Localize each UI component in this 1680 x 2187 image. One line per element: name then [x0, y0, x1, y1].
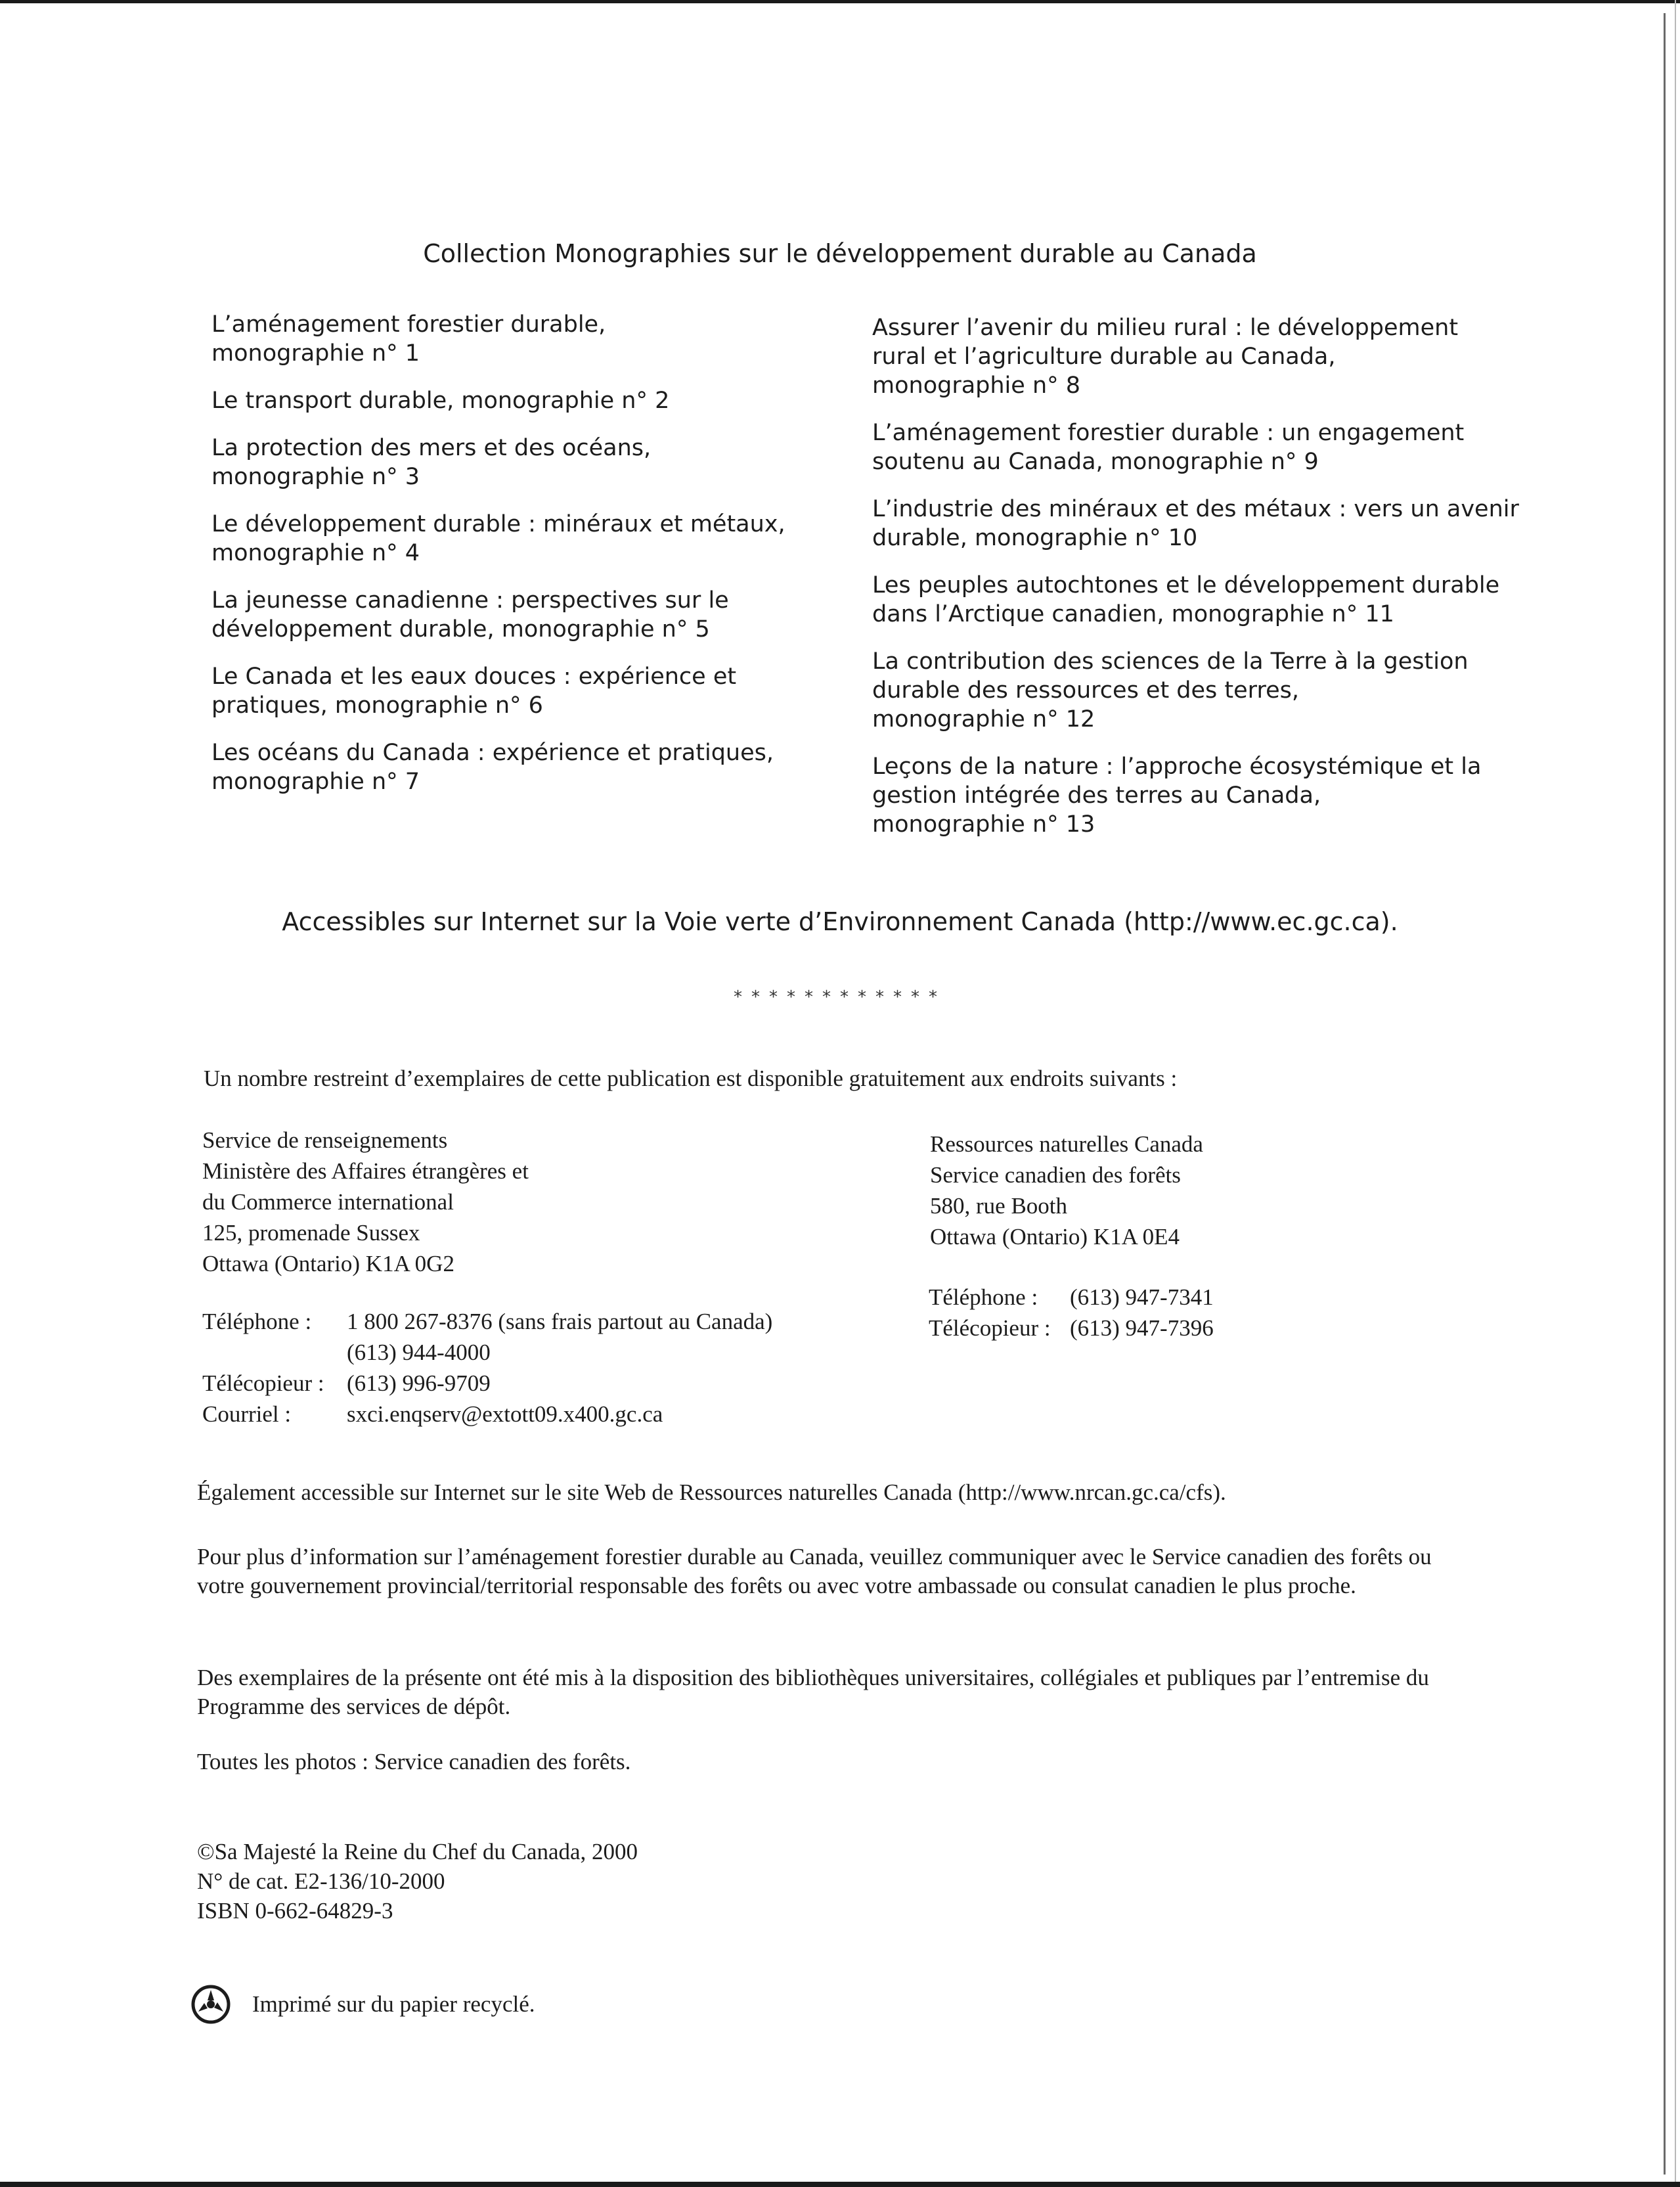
scan-edge-top: [0, 0, 1680, 3]
collection-title: Collection Monographies sur le développement durable au Canada: [423, 239, 1257, 268]
telephone-value: 1 800 267-8376 (sans frais partout au Canada): [347, 1309, 773, 1334]
scan-edge-right: [1664, 13, 1666, 2175]
office-address-right: Ressources naturelles Canada Service canadien des forêts 580, rue Booth Ottawa (Ontario) K1A 0E4: [930, 1131, 1203, 1250]
email-value: sxci.enqserv@extott09.x400.gc.ca: [347, 1401, 663, 1427]
paragraph-egalement: Également accessible sur Internet sur le site Web de Ressources naturelles Canada (http://www.nrcan.gc.ca/cfs).: [197, 1479, 1226, 1505]
monograph-item: Les peuples autochtones et le développement durable dans l’Arctique canadien, monographie n° 11: [872, 572, 1500, 627]
internet-note: Accessibles sur Internet sur la Voie verte d’Environnement Canada (http://www.ec.gc.ca).: [282, 907, 1398, 936]
paragraph-exemplaires: Des exemplaires de la présente ont été mis à la disposition des bibliothèques universitaires, collégiales et publiques par l’entremise du Programme des services de dépôt.: [197, 1665, 1429, 1719]
monograph-item: L’aménagement forestier durable : un engagement soutenu au Canada, monographie n° 9: [872, 420, 1465, 475]
separator-stars: ************: [734, 987, 946, 1007]
monograph-item: Le Canada et les eaux douces : expérience et pratiques, monographie n° 6: [211, 664, 737, 719]
monograph-item: L’industrie des minéraux et des métaux : vers un avenir durable, monographie n° 10: [872, 496, 1519, 551]
email-label: Courriel :: [202, 1401, 292, 1427]
catalogue-number: N° de cat. E2-136/10-2000: [197, 1868, 445, 1894]
email-row: [202, 1399, 772, 1430]
monograph-item: Leçons de la nature : l’approche écosystémique et la gestion intégrée des terres au Canada, monographie n° 13: [872, 754, 1482, 838]
telephone-row: [202, 1306, 772, 1337]
paragraph-pour-plus: Pour plus d’information sur l’aménagement forestier durable au Canada, veuillez communiquer avec le Service canadien des forêts ou votre gouvernement provincial/territorial responsable des forêts ou avec votre ambassade ou consulat canadien le plus proche.: [197, 1544, 1432, 1598]
monograph-item: L’aménagement forestier durable, monographie n° 1: [211, 311, 606, 367]
telephone-value: (613) 944-4000: [347, 1340, 491, 1365]
office-address-left: Service de renseignements Ministère des Affaires étrangères et du Commerce international 125, promenade Sussex Ottawa (Ontario) K1A 0G2: [202, 1127, 529, 1276]
telephone-label: Téléphone :: [202, 1309, 312, 1334]
contact-block-right: [929, 1282, 1214, 1343]
recycled-paper-icon: [190, 1984, 231, 2025]
availability-note: Un nombre restreint d’exemplaires de cette publication est disponible gratuitement aux endroits suivants :: [204, 1066, 1178, 1091]
monograph-item: Assurer l’avenir du milieu rural : le développement rural et l’agriculture durable au Canada, monographie n° 8: [872, 315, 1459, 399]
monograph-item: La contribution des sciences de la Terre à la gestion durable des ressources et des terres, monographie n° 12: [872, 648, 1469, 733]
fax-row: [202, 1368, 772, 1399]
telephone-value: (613) 947-7341: [1070, 1284, 1214, 1310]
fax-value: (613) 947-7396: [1070, 1315, 1214, 1341]
isbn: ISBN 0-662-64829-3: [197, 1898, 393, 1924]
paragraph-photos: Toutes les photos : Service canadien des forêts.: [197, 1749, 631, 1774]
contact-block-left: [202, 1306, 772, 1430]
fax-row: [929, 1313, 1214, 1343]
monograph-item: La protection des mers et des océans, monographie n° 3: [211, 435, 652, 490]
copyright-line: ©Sa Majesté la Reine du Chef du Canada, 2000: [197, 1839, 638, 1864]
copyright-block: [197, 1837, 1445, 1926]
monograph-item: Le transport durable, monographie n° 2: [211, 388, 670, 414]
monograph-item: Le développement durable : minéraux et métaux, monographie n° 4: [211, 511, 785, 566]
fax-label: Télécopieur :: [202, 1370, 324, 1396]
telephone-row-2: [202, 1337, 772, 1368]
fax-label: Télécopieur :: [929, 1315, 1051, 1341]
recycled-text: Imprimé sur du papier recyclé.: [252, 1991, 535, 2017]
recycled-note: [190, 1984, 535, 2025]
telephone-label: Téléphone :: [929, 1284, 1038, 1310]
scan-edge-right-outer: [1675, 0, 1676, 2187]
fax-value: (613) 996-9709: [347, 1370, 491, 1396]
scan-edge-bottom: [0, 2182, 1680, 2187]
monograph-list-right: [872, 313, 1529, 857]
monograph-list-left: [211, 310, 789, 815]
telephone-row: [929, 1282, 1214, 1313]
monograph-item: La jeunesse canadienne : perspectives sur le développement durable, monographie n° 5: [211, 587, 729, 643]
monograph-item: Les océans du Canada : expérience et pratiques, monographie n° 7: [211, 740, 774, 795]
